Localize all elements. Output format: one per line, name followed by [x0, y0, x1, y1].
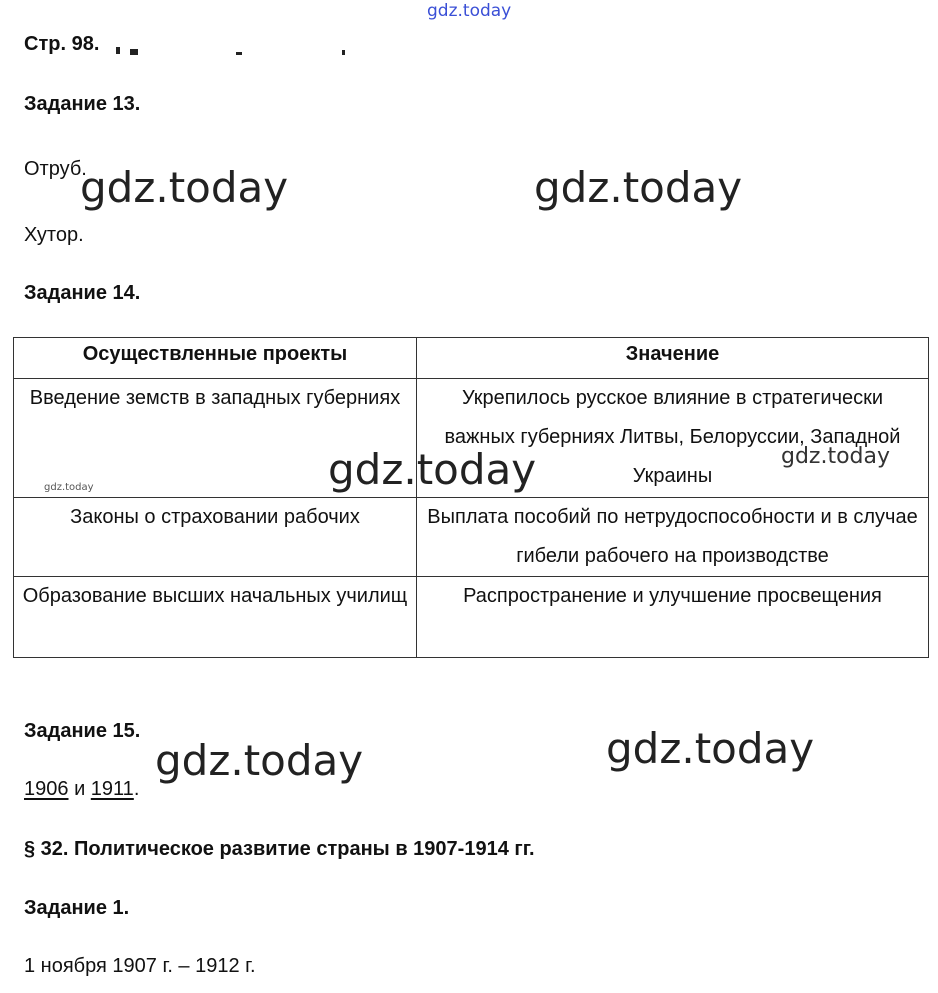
- watermark: gdz.today: [534, 163, 743, 212]
- table-row: [14, 498, 929, 577]
- task15-title: Задание 15.: [24, 720, 141, 742]
- watermark: gdz.today: [155, 736, 364, 785]
- table-header-meaning: Значение: [417, 338, 929, 379]
- cut-off-title: [116, 47, 346, 55]
- projects-table: [13, 337, 929, 658]
- table-cell: Введение земств в западных губерниях: [14, 379, 417, 498]
- watermark: gdz.today: [44, 482, 94, 493]
- task14-title: Задание 14.: [24, 282, 141, 304]
- table-cell: Образование высших начальных училищ: [14, 577, 417, 658]
- table-header-projects: Осуществленные проекты: [14, 338, 417, 379]
- watermark: gdz.today: [781, 444, 891, 469]
- table-cell: Законы о страховании рабочих: [14, 498, 417, 577]
- task1-answer: 1 ноября 1907 г. – 1912 г.: [24, 955, 256, 977]
- table-row: [14, 577, 929, 658]
- task15-answer: [24, 778, 139, 801]
- table-cell: Укрепилось русское влияние в стратегически важных губерниях Литвы, Белоруссии, Западной Украины: [417, 379, 929, 498]
- watermark: gdz.today: [606, 724, 815, 773]
- answer-period: .: [133, 778, 140, 800]
- answer-year-1: 1906: [24, 778, 69, 800]
- watermark: gdz.today: [328, 445, 537, 494]
- section-title: § 32. Политическое развитие страны в 1907-1914 гг.: [24, 838, 535, 860]
- table-cell: Выплата пособий по нетрудоспособности и в случае гибели рабочего на производстве: [417, 498, 929, 577]
- answer-conjunction: и: [74, 778, 86, 800]
- task1-title: Задание 1.: [24, 897, 130, 919]
- page-label: Стр. 98.: [24, 33, 100, 55]
- task13-answer-1: Отруб.: [24, 158, 87, 180]
- task13-answer-2: Хутор.: [24, 224, 84, 246]
- watermark: gdz.today: [80, 163, 289, 212]
- answer-year-2: 1911: [90, 778, 134, 800]
- task13-title: Задание 13.: [24, 93, 141, 115]
- table-cell: Распространение и улучшение просвещения: [417, 577, 929, 658]
- watermark-top: gdz.today: [427, 1, 512, 21]
